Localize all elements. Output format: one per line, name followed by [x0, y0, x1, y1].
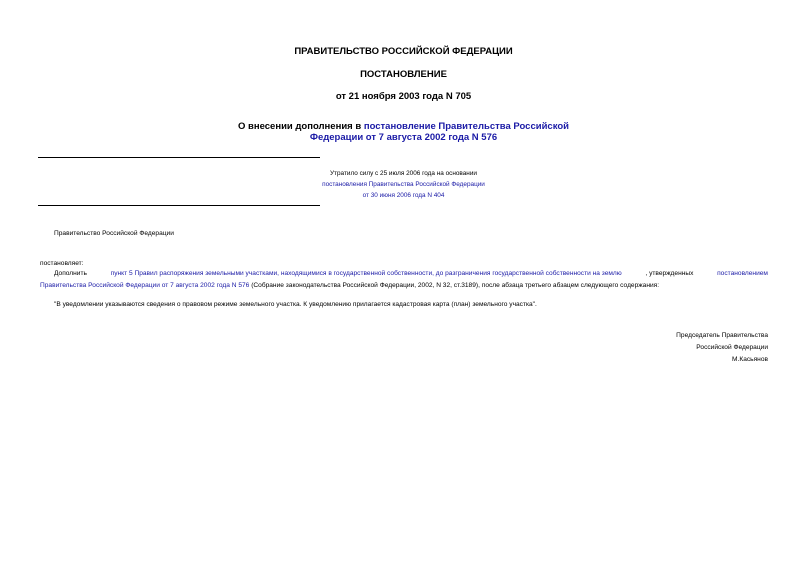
title-prefix: О внесении дополнения в [238, 121, 364, 132]
paragraph-1-end: (Собрание законодательства Российской Федерации, 2002, N 32, ст.3189), после абзаца третьего абзацем следующего содержания: [249, 282, 660, 289]
paragraph-1-mid: , утвержденных [645, 270, 694, 277]
signature-block [676, 330, 768, 366]
signature-position-line1: Председатель Правительства [676, 332, 768, 339]
issuer-text: Правительство Российской Федерации [54, 230, 174, 237]
title-link-decree-line2[interactable]: Федерации от 7 августа 2002 года N 576 [309, 132, 498, 143]
status-note-line1: Утратило силу с 25 июля 2006 года на основании [330, 170, 477, 177]
document-type: ПОСТАНОВЛЕНИЕ [360, 69, 447, 80]
signature-position-line2: Российской Федерации [696, 344, 768, 351]
government-heading: ПРАВИТЕЛЬСТВО РОССИЙСКОЙ ФЕДЕРАЦИИ [294, 46, 513, 57]
decree-word: постановляет: [40, 260, 84, 267]
document-title [0, 121, 807, 132]
paragraph-1-line1 [40, 268, 768, 280]
link-rules-point-5[interactable]: пункт 5 Правил распоряжения земельными участками, находящимися в государственной собственности, до разграничения государственной собственности на землю [110, 270, 622, 277]
status-note-link-line1[interactable]: постановления Правительства Российской Федерации [322, 181, 485, 188]
divider-bottom [38, 205, 320, 206]
paragraph-1-line2 [40, 280, 659, 292]
quote-paragraph: "В уведомлении указываются сведения о правовом режиме земельного участка. К уведомлению прилагается кадастровая карта (план) земельного участка". [54, 301, 537, 308]
document-date-number: от 21 ноября 2003 года N 705 [335, 91, 472, 102]
link-decree-576-part1[interactable]: постановлением [717, 270, 768, 277]
paragraph-1-start: Дополнить [54, 270, 87, 277]
divider-top [38, 157, 320, 158]
link-decree-576-part2[interactable]: Правительства Российской Федерации от 7 августа 2002 года N 576 [40, 282, 250, 289]
document-title-line2 [0, 132, 807, 143]
signature-name: М.Касьянов [732, 356, 768, 363]
title-link-decree[interactable]: постановление Правительства Российской [363, 121, 569, 132]
status-note-link-line2[interactable]: от 30 июня 2006 года N 404 [362, 192, 445, 199]
